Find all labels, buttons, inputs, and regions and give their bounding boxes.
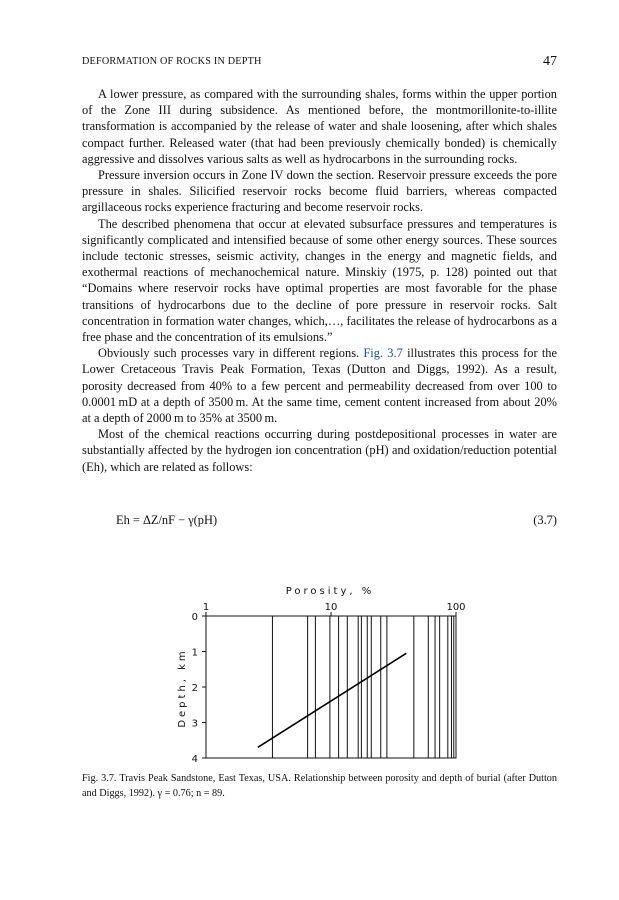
trend-line bbox=[258, 653, 406, 747]
figure-chart bbox=[160, 578, 480, 768]
x-ticks-group bbox=[203, 602, 466, 616]
running-title: DEFORMATION OF ROCKS IN DEPTH bbox=[82, 56, 262, 67]
plot-frame bbox=[206, 616, 456, 758]
y-ticks-group bbox=[192, 612, 206, 765]
y-axis-label: Depth, km bbox=[177, 648, 188, 728]
paragraph-text: Obviously such processes vary in different regions. bbox=[98, 346, 364, 361]
page-number: 47 bbox=[543, 54, 557, 69]
y-tick-label: 3 bbox=[191, 718, 198, 730]
y-tick-label: 0 bbox=[191, 612, 198, 623]
caption-text: Travis Peak Sandstone, East Texas, USA. Relationship between porosity and depth of burial (after Dutton and Diggs, 1992). γ = 0.76; n = 89. bbox=[82, 773, 557, 799]
paragraph: Most of the chemical reactions occurring during postdepositional processes in water are substantially affected by the hydrogen ion concentration (pH) and oxidation/reduction potential (Eh), which are related as follows: bbox=[82, 427, 557, 474]
equation-number: (3.7) bbox=[533, 513, 557, 527]
figure-reference-link[interactable]: Fig. 3.7 bbox=[363, 346, 403, 361]
y-tick-label: 2 bbox=[191, 683, 198, 694]
chart-svg bbox=[160, 578, 480, 768]
body-text bbox=[82, 86, 557, 475]
x-tick-label: 1 bbox=[202, 602, 210, 613]
y-tick-label: 4 bbox=[191, 754, 198, 765]
y-tick-label: 1 bbox=[191, 647, 198, 659]
paragraph: The described phenomena that occur at elevated subsurface pressures and temperatures is significantly complicated and intensified because of some other energy sources. These sources include tectonic stresses, seismic activity, changes in the energy and magnetic fields, and exothermal reactions of mechanochemical nature. Minskiy (1975, p. 128) pointed out that “Domains where reservoir rocks have optimal properties are most favorable for the phase transitions of hydrocarbons due to the decline of pore pressure in reservoir rocks. Salt concentration in formation water changes, which,…, facilitates the release of hydrocarbons as a free phase and the concentration of its emulsions.” bbox=[82, 216, 557, 345]
caption-label: Fig. 3.7. bbox=[82, 773, 117, 784]
porosity-lines-group bbox=[272, 616, 453, 758]
series-group bbox=[258, 653, 406, 747]
paragraph: Pressure inversion occurs in Zone IV down the section. Reservoir pressure exceeds the pore pressure in shales. Silicified reservoir rocks become fluid barriers, whereas compacted argillaceous rocks experience fracturing and become reservoir rocks. bbox=[82, 168, 557, 215]
equation bbox=[82, 513, 557, 531]
figure-caption bbox=[82, 771, 557, 801]
paragraph bbox=[82, 345, 557, 426]
equation-text: Eh = ΔZ/nF − γ(pH) bbox=[116, 513, 218, 527]
running-head bbox=[82, 54, 557, 72]
x-tick-label: 100 bbox=[446, 602, 466, 613]
paragraph: A lower pressure, as compared with the surrounding shales, forms within the upper portion of the Zone III during subsidence. As mentioned before, the montmorillonite-to-illite transformation is accompanied by the release of water and shale loosening, after which shales compact further. Released water (that had been previously chemically bonded) is chemically aggressive and dissolves various salts as well as hydrocarbons in the surrounding rocks. bbox=[82, 87, 557, 166]
chart-title: Porosity, % bbox=[285, 586, 375, 597]
x-tick-label: 10 bbox=[324, 602, 338, 613]
paragraph-text: illustrates this process for the Lower Cretaceous Travis Peak Formation, Texas (Dutton and Diggs, 1992). As a result, porosity decreased from 40% to a few percent and permeability decreased from over 100 to 0.0001 mD at a depth of 3500 m. At the same time, cement content increased from about 20% at a depth of 2000 m to 35% at 3500 m. bbox=[82, 346, 557, 426]
